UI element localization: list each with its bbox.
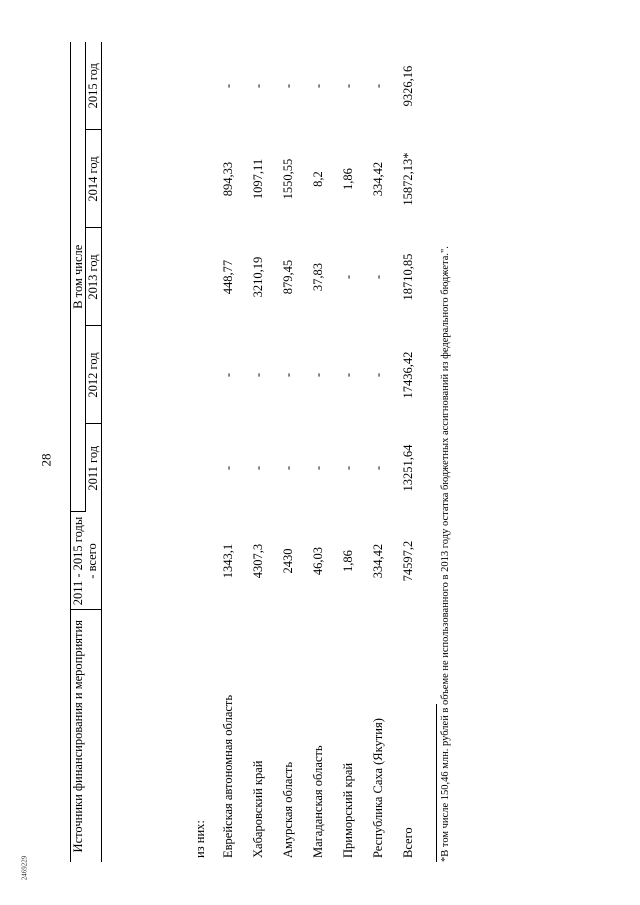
header-source: Источники финансирования и мероприятия bbox=[71, 610, 102, 862]
cell-value: 2430 bbox=[281, 548, 296, 574]
cell-value: 37,83 bbox=[311, 262, 326, 292]
cell-value: - bbox=[371, 465, 386, 471]
row-label: Магаданская область bbox=[311, 745, 326, 858]
cell-value: - bbox=[251, 372, 266, 378]
cell-value: - bbox=[371, 83, 386, 89]
cell-value: 448,77 bbox=[221, 259, 236, 295]
cell-value: 4307,3 bbox=[251, 543, 266, 579]
cell-value: - bbox=[251, 465, 266, 471]
cell-value: - bbox=[281, 83, 296, 89]
intro-text bbox=[101, 610, 193, 862]
header-year: 2013 год bbox=[86, 228, 101, 326]
header-total: 2011 - 2015 годы - всего bbox=[71, 512, 102, 610]
cell-value: - bbox=[341, 83, 356, 89]
row-label: Амурская область bbox=[281, 761, 296, 858]
header-year: 2014 год bbox=[86, 130, 101, 228]
cell-value: - bbox=[341, 465, 356, 471]
row-label: Приморский край bbox=[341, 762, 356, 858]
table-row bbox=[371, 42, 401, 862]
cell-value: 1097,11 bbox=[251, 158, 266, 200]
table-row bbox=[401, 42, 431, 862]
table-row bbox=[281, 42, 311, 862]
cell-value: - bbox=[311, 372, 326, 378]
cell-value: - bbox=[221, 83, 236, 89]
cell-value: - bbox=[281, 465, 296, 471]
row-label: Еврейская автономная область bbox=[221, 694, 236, 858]
cell-value: 9326,16 bbox=[401, 65, 416, 107]
cell-value: - bbox=[221, 372, 236, 378]
cell-value: - bbox=[281, 372, 296, 378]
footnote: *В том числе 150,46 млн. рублей в объеме не использованного в 2013 году остатка бюджетных ассигнований из федерального бюджета.". bbox=[440, 246, 451, 862]
cell-value: - bbox=[311, 83, 326, 89]
cell-value: 334,42 bbox=[371, 161, 386, 197]
cell-value: 74597,2 bbox=[401, 540, 416, 582]
document-code: 2469229 bbox=[20, 855, 29, 881]
header-year: 2015 год bbox=[86, 42, 101, 130]
table-row bbox=[221, 42, 251, 862]
cell-value: 1,86 bbox=[341, 550, 356, 572]
rotated-page-content bbox=[70, 40, 462, 862]
cell-value: - bbox=[251, 83, 266, 89]
cell-value: 8,2 bbox=[311, 171, 326, 187]
header-year: 2012 год bbox=[86, 326, 101, 424]
cell-value: 15872,13* bbox=[401, 152, 416, 206]
cell-value: 46,03 bbox=[311, 546, 326, 576]
cell-value: - bbox=[371, 274, 386, 280]
header-group: В том числе bbox=[71, 42, 86, 512]
cell-value: 1550,55 bbox=[281, 158, 296, 200]
table-row bbox=[251, 42, 281, 862]
cell-value: - bbox=[221, 465, 236, 471]
cell-value: 17436,42 bbox=[401, 351, 416, 399]
cell-value: - bbox=[311, 465, 326, 471]
cell-value: - bbox=[371, 372, 386, 378]
cell-value: 3210,19 bbox=[251, 256, 266, 298]
cell-value: - bbox=[341, 274, 356, 280]
cell-value: 894,33 bbox=[221, 161, 236, 197]
cell-value: 1343,1 bbox=[221, 543, 236, 579]
table-row bbox=[341, 42, 371, 862]
row-label: Республика Саха (Якутия) bbox=[371, 718, 386, 858]
table-row bbox=[311, 42, 341, 862]
cell-value: 13251,64 bbox=[401, 444, 416, 492]
cell-value: 879,45 bbox=[281, 259, 296, 295]
header-year: 2011 год bbox=[86, 424, 101, 512]
row-label: Всего bbox=[401, 827, 416, 858]
cell-value: 1,86 bbox=[341, 168, 356, 190]
footnote-rule bbox=[436, 704, 437, 862]
sub-heading: из них: bbox=[193, 820, 208, 858]
cell-value: 18710,85 bbox=[401, 253, 416, 301]
cell-value: - bbox=[341, 372, 356, 378]
page-number: 28 bbox=[38, 453, 54, 467]
cell-value: 334,42 bbox=[371, 543, 386, 579]
funding-table bbox=[70, 42, 431, 862]
row-label: Хабаровский край bbox=[251, 760, 266, 858]
